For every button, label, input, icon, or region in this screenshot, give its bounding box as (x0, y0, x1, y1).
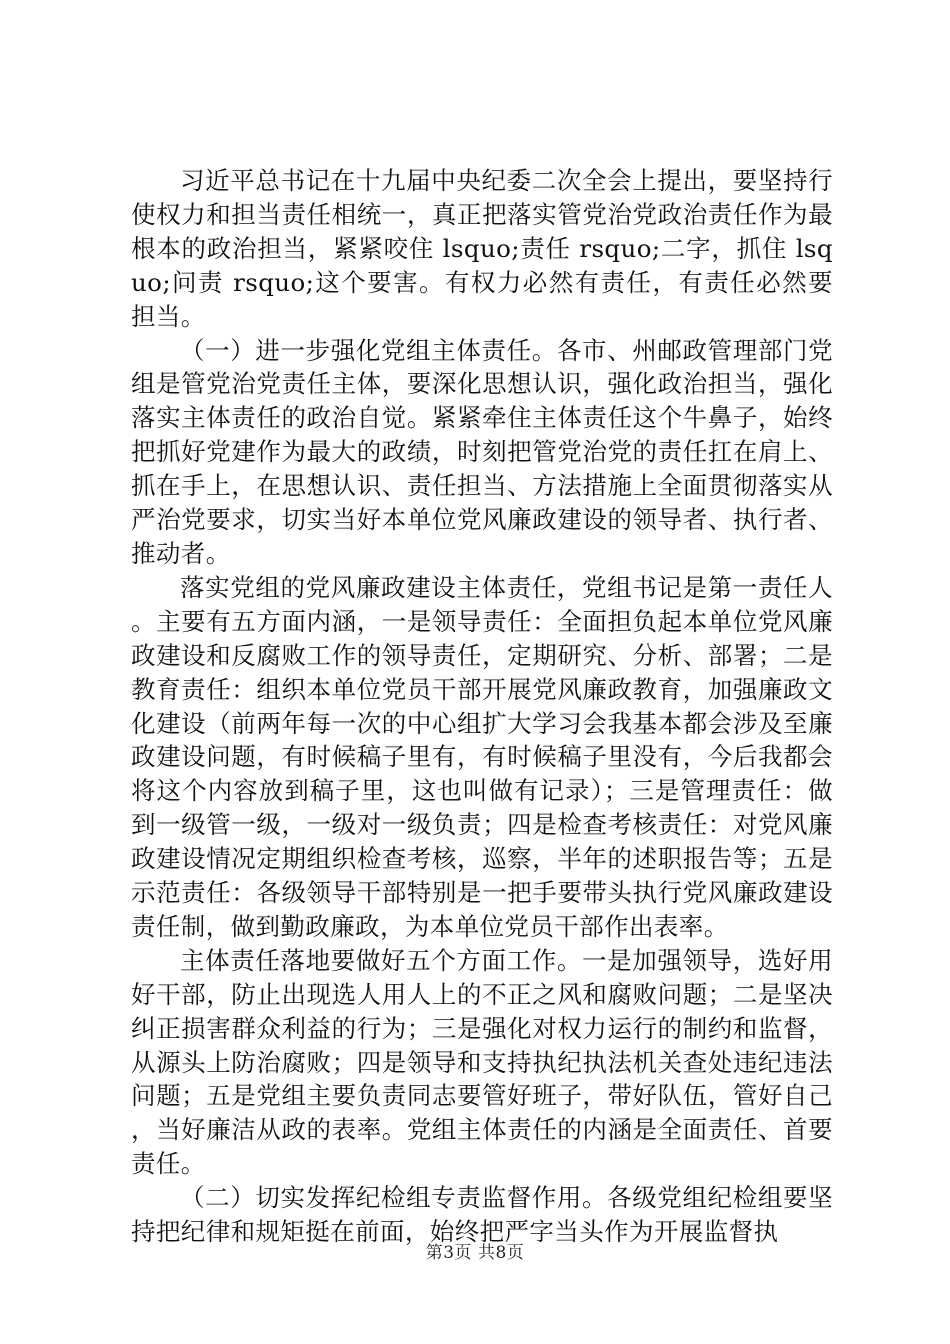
paragraph: （一）进一步强化党组主体责任。各市、州邮政管理部门党组是管党治党责任主体，要深化思想认识，强化政治担当，强化落实主体责任的政治自觉。紧紧牵住主体责任这个牛鼻子，始终把抓好党建作为最大的政绩，时刻把管党治党的责任扛在肩上、抓在手上，在思想认识、责任担当、方法措施上全面贯彻落实从严治党要求，切实当好本单位党风廉政建设的领导者、执行者、推动者。 (131, 335, 833, 568)
page-number-footer: 第3页 共8页 (425, 1243, 525, 1263)
paragraph: 习近平总书记在十九届中央纪委二次全会上提出，要坚持行使权力和担当责任相统一，真正把落实管党治党政治责任作为最根本的政治担当，紧紧咬住 lsquo;责任 rsquo;二字，抓住 lsquo;问责 rsquo;这个要害。有权力必然有责任，有责任必然要担当。 (131, 166, 833, 331)
document-body (131, 164, 833, 1249)
paragraph: 主体责任落地要做好五个方面工作。一是加强领导，选好用好干部，防止出现选人用人上的不正之风和腐败问题；二是坚决纠正损害群众利益的行为；三是强化对权力运行的制约和监督，从源头上防治腐败；四是领导和支持执纪执法机关查处违纪违法问题；五是党组主要负责同志要管好班子，带好队伍，管好自己，当好廉洁从政的表率。党组主体责任的内涵是全面责任、首要责任。 (131, 945, 833, 1179)
paragraph: 落实党组的党风廉政建设主体责任，党组书记是第一责任人。主要有五方面内涵，一是领导责任：全面担负起本单位党风廉政建设和反腐败工作的领导责任，定期研究、分析、部署；二是教育责任：组织本单位党员干部开展党风廉政教育，加强廉政文化建设（前两年每一次的中心组扩大学习会我基本都会涉及至廉政建设问题，有时候稿子里有，有时候稿子里没有，今后我都会将这个内容放到稿子里，这也叫做有记录）；三是管理责任：做到一级管一级，一级对一级负责；四是检查考核责任：对党风廉政建设情况定期组织检查考核，巡察，半年的述职报告等；五是示范责任：各级领导干部特别是一把手要带头执行党风廉政建设责任制，做到勤政廉政，为本单位党员干部作出表率。 (131, 572, 833, 941)
paragraph: （二）切实发挥纪检组专责监督作用。各级党组纪检组要坚持把纪律和规矩挺在前面，始终把严字当头作为开展监督执 (131, 1183, 833, 1247)
